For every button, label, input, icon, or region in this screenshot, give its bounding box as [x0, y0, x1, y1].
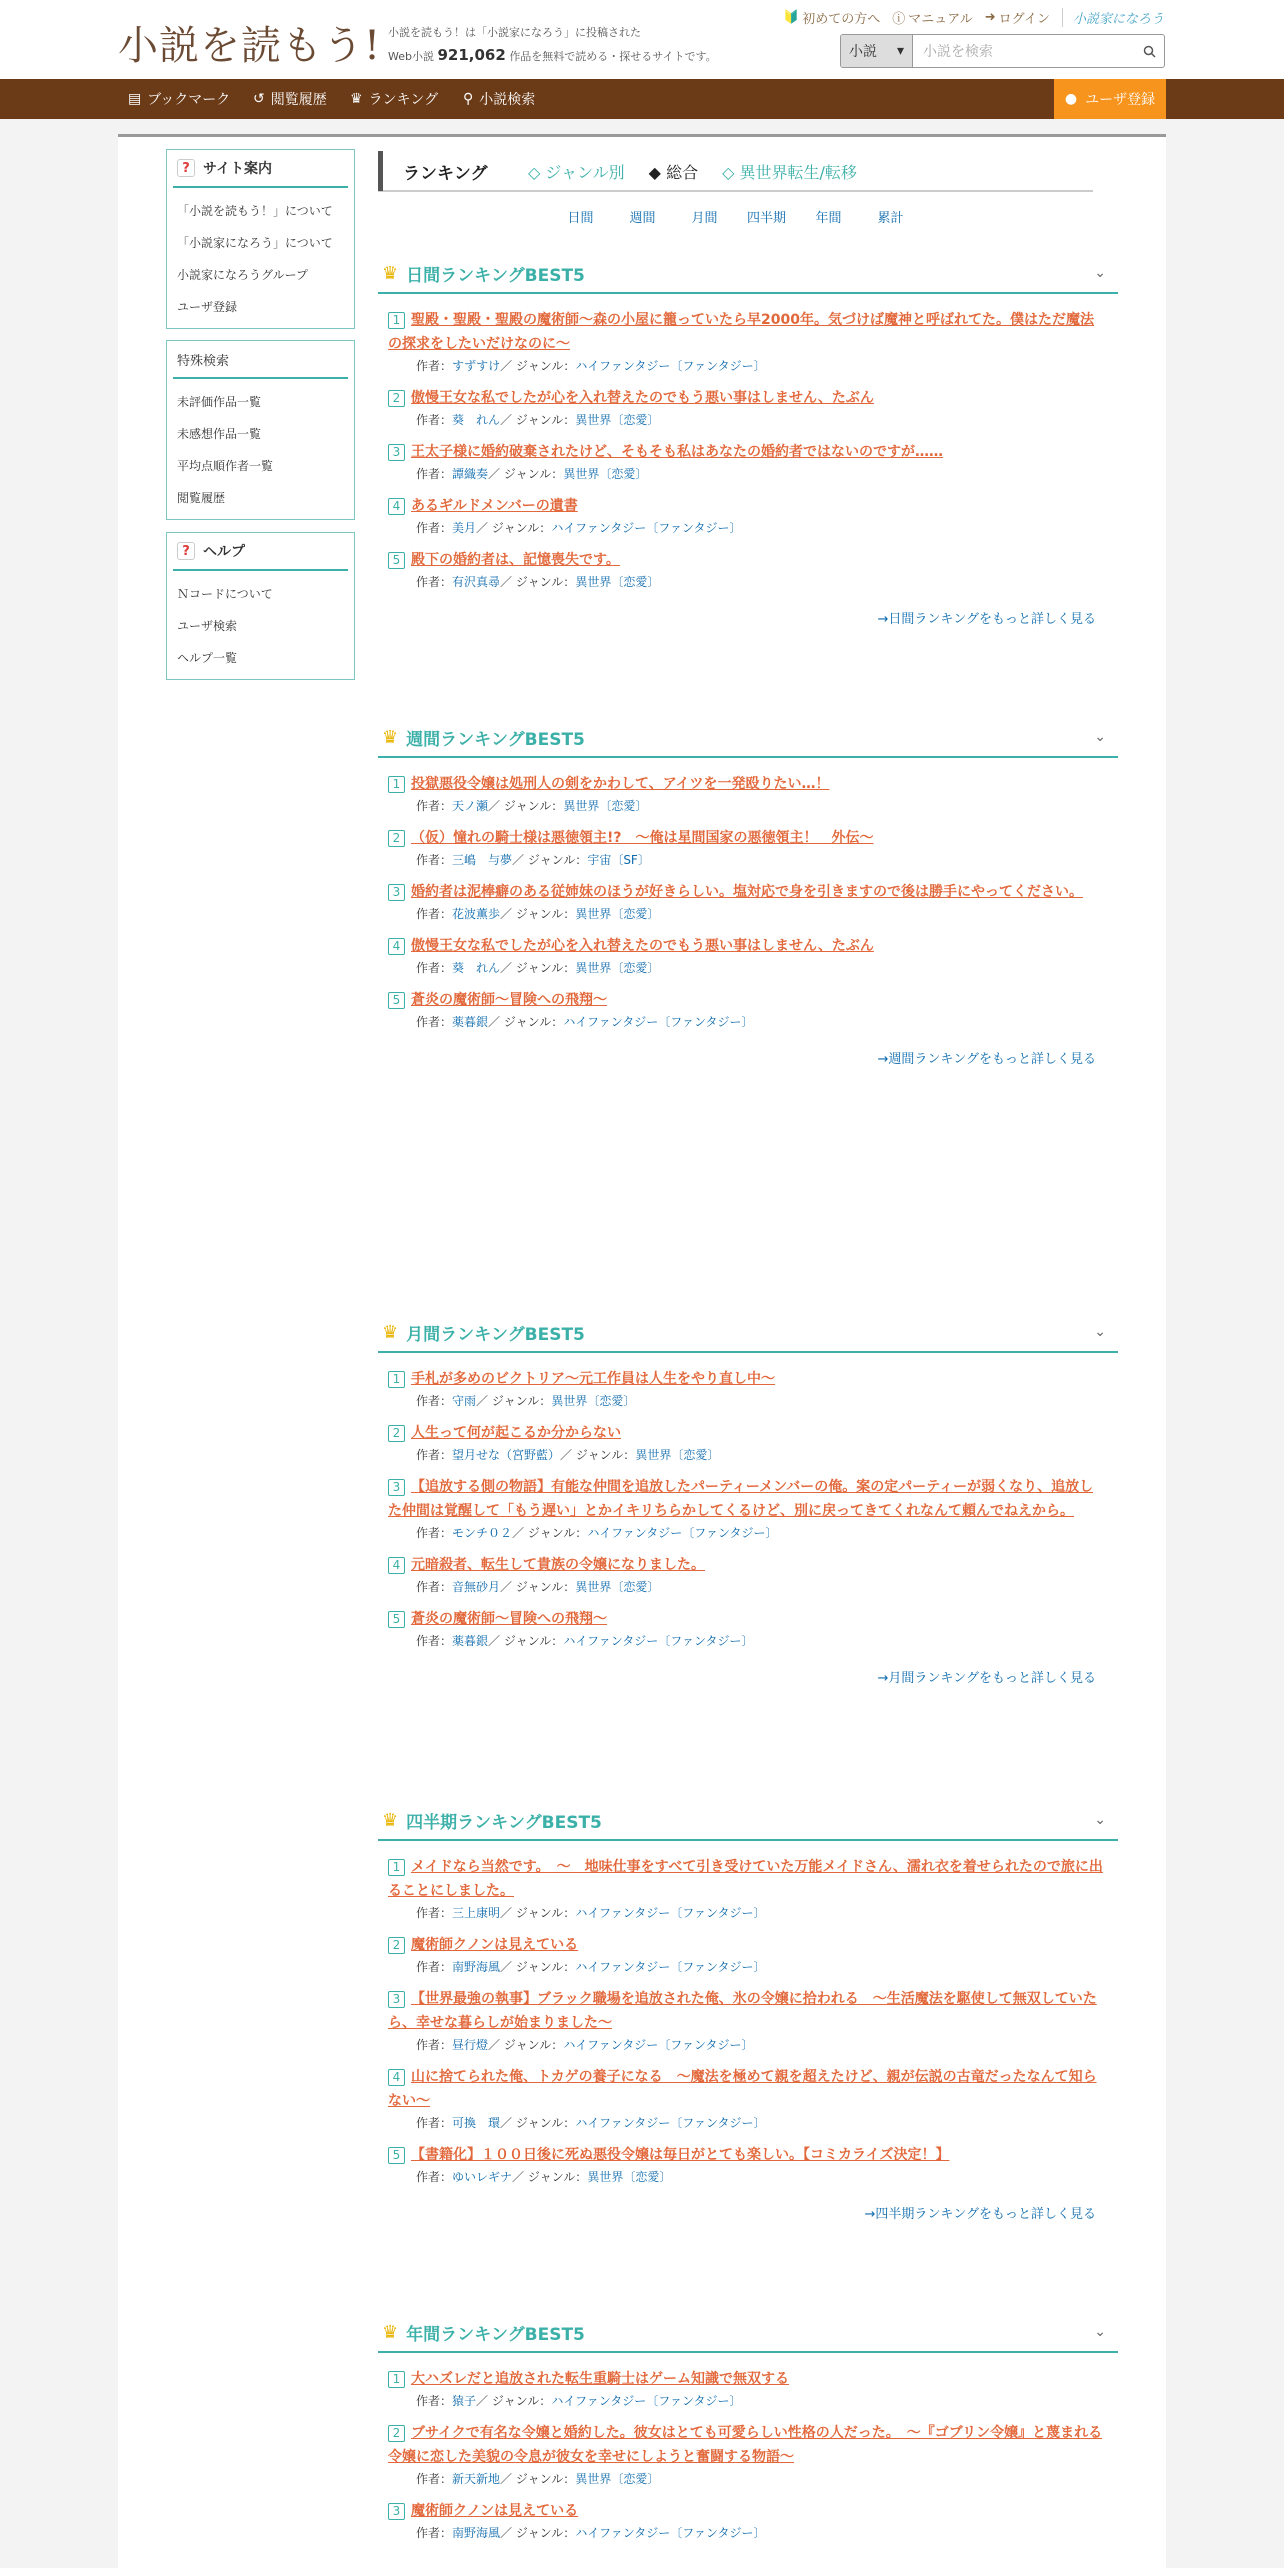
author-link[interactable]: 葵 れん — [452, 413, 501, 427]
ranking-item — [388, 1421, 1106, 1465]
ranking-item — [388, 440, 1106, 484]
ranking-item — [388, 2367, 1106, 2411]
author-link[interactable]: ゆいレギナ — [452, 2170, 513, 2184]
genre-link[interactable]: ハイファンタジー〔ファンタジー〕 — [575, 1906, 766, 1920]
genre-link[interactable]: 異世界〔恋愛〕 — [575, 413, 660, 427]
crown-icon: ♛ — [382, 2321, 399, 2343]
ranking-section-quarterly — [378, 1801, 1118, 2222]
ranking-section-daily — [378, 254, 1118, 627]
novel-title-link[interactable]: 人生って何が起こるか分からない — [411, 1425, 621, 1441]
login-link[interactable]: ➜ ログイン — [984, 10, 1050, 27]
author-label: 作者： — [416, 575, 453, 589]
author-label: 作者： — [416, 907, 453, 921]
author-link[interactable]: 新天新地 — [452, 2472, 501, 2486]
rank-number: 4 — [388, 498, 405, 515]
ranking-item — [388, 1475, 1106, 1543]
rank-number: 1 — [388, 776, 405, 793]
crown-icon: ♛ — [382, 726, 399, 748]
nav-history[interactable]: ↺ 閲覧履歴 — [253, 91, 327, 108]
genre-link[interactable]: 異世界〔恋愛〕 — [575, 961, 660, 975]
genre-link[interactable]: ハイファンタジー〔ファンタジー〕 — [563, 1634, 754, 1648]
rank-number: 2 — [388, 830, 405, 847]
sidebar-item-about-narou[interactable]: 「小説家になろう」について — [177, 235, 333, 250]
genre-label: ／ ジャンル： — [488, 1634, 564, 1648]
rank-number: 3 — [388, 2503, 405, 2520]
author-label: 作者： — [416, 2394, 453, 2408]
period-total[interactable]: 累計 — [877, 211, 904, 226]
site-description-count: Web小説 921,062 作品を無料で読める・探せるサイトです。 — [388, 46, 717, 64]
genre-link[interactable]: ハイファンタジー〔ファンタジー〕 — [575, 2526, 766, 2540]
sidebar-item-user-register[interactable]: ユーザ登録 — [177, 299, 238, 314]
genre-label: ／ ジャンル： — [476, 2394, 552, 2408]
ranking-item — [388, 1367, 1106, 1411]
rank-number: 4 — [388, 938, 405, 955]
genre-link[interactable]: ハイファンタジー〔ファンタジー〕 — [563, 1015, 754, 1029]
ranking-tabs — [378, 152, 1093, 192]
site-logo[interactable]: 小説を読もう! — [118, 23, 382, 69]
tab-overall[interactable]: ◆ 総合 — [648, 162, 699, 182]
genre-label: ／ ジャンル： — [500, 907, 576, 921]
ranking-item — [388, 1855, 1106, 1923]
novel-title-link[interactable]: 投獄悪役令嬢は処刑人の剣をかわして、アイツを一発殴りたい…！ — [411, 776, 830, 792]
sidebar-item-history[interactable]: 閲覧履歴 — [177, 490, 226, 505]
sidebar-item-unrated[interactable]: 未評価作品一覧 — [177, 394, 262, 409]
rank-number: 5 — [388, 2147, 405, 2164]
main-content — [118, 134, 1166, 2568]
novel-title-link[interactable]: 手札が多めのビクトリア〜元工作員は人生をやり直し中〜 — [411, 1371, 775, 1387]
author-link[interactable]: 可換 環 — [452, 2116, 501, 2130]
author-link[interactable]: 昼行燈 — [452, 2038, 489, 2052]
work-count: 921,062 — [437, 46, 506, 64]
author-label: 作者： — [416, 2038, 453, 2052]
rank-number: 2 — [388, 1425, 405, 1442]
author-link[interactable]: 猿子 — [452, 2394, 477, 2408]
section-title: 週間ランキングBEST5 — [406, 729, 585, 750]
genre-link[interactable]: 異世界〔恋愛〕 — [575, 1580, 660, 1594]
author-link[interactable]: 美月 — [452, 521, 477, 535]
author-link[interactable]: 有沢真尋 — [452, 575, 501, 589]
ranking-item — [388, 1607, 1106, 1651]
beginner-link[interactable]: 🔰 初めての方へ — [783, 10, 881, 27]
tab-genre[interactable]: ◇ ジャンル別 — [528, 162, 625, 182]
novel-title-link[interactable]: 大ハズレだと追放された転生重騎士はゲーム知識で無双する — [411, 2371, 789, 2387]
genre-label: ／ ジャンル： — [560, 1448, 636, 1462]
author-link[interactable]: 天ノ瀬 — [452, 799, 489, 813]
genre-label: ／ ジャンル： — [500, 1580, 576, 1594]
author-link[interactable]: 南野海風 — [452, 1960, 501, 1974]
author-label: 作者： — [416, 2170, 453, 2184]
rank-number: 1 — [388, 1371, 405, 1388]
novel-title-link[interactable]: 魔術師クノンは見えている — [411, 1937, 579, 1953]
ranking-item — [388, 772, 1106, 816]
author-link[interactable]: 葵 れん — [452, 961, 501, 975]
genre-link[interactable]: 異世界〔恋愛〕 — [551, 1394, 636, 1408]
section-header[interactable] — [378, 2313, 1118, 2353]
nav-novel-search[interactable]: ⚲ 小説検索 — [463, 91, 536, 108]
novel-title-link[interactable]: 婚約者は泥棒癖のある従姉妹のほうが好きらしい。塩対応で身を引きますので後は勝手にやってください。 — [411, 884, 1083, 900]
genre-link[interactable]: 異世界〔恋愛〕 — [563, 799, 648, 813]
author-link[interactable]: 南野海風 — [452, 2526, 501, 2540]
author-link[interactable]: 三嶋 与夢 — [452, 853, 513, 867]
crown-icon: ♛ — [382, 1321, 399, 1343]
section-title: 日間ランキングBEST5 — [406, 265, 585, 286]
ranking-item — [388, 2499, 1106, 2543]
author-label: 作者： — [416, 1960, 453, 1974]
crown-icon: ♛ — [382, 262, 399, 284]
ranking-item — [388, 880, 1106, 924]
author-label: 作者： — [416, 521, 453, 535]
genre-label: ／ ジャンル： — [500, 413, 576, 427]
novel-title-link[interactable]: 山に捨てられた俺、トカゲの養子になる ～魔法を極めて親を超えたけど、親が伝説の古竜だったなんて知らない～ — [388, 2069, 1097, 2109]
author-link[interactable]: モンチ０２ — [452, 1526, 513, 1540]
rank-number: 2 — [388, 390, 405, 407]
period-yearly[interactable]: 年間 — [815, 211, 842, 226]
novel-title-link[interactable]: 傲慢王女な私でしたが心を入れ替えたのでもう悪い事はしません、たぶん — [411, 390, 874, 406]
section-title: 年間ランキングBEST5 — [406, 2324, 585, 2345]
top-links — [783, 8, 1164, 27]
ranking-item — [388, 934, 1106, 978]
genre-label: ／ ジャンル： — [500, 2472, 576, 2486]
author-label: 作者： — [416, 1448, 453, 1462]
period-monthly[interactable]: 月間 — [691, 211, 718, 226]
genre-link[interactable]: ハイファンタジー〔ファンタジー〕 — [563, 2038, 754, 2052]
genre-label: ／ ジャンル： — [476, 521, 552, 535]
rank-number: 1 — [388, 312, 405, 329]
genre-label: ／ ジャンル： — [488, 467, 564, 481]
sidebar-help-title: ? ヘルプ — [173, 533, 348, 571]
user-register-button[interactable]: ● ユーザ登録 — [1054, 79, 1166, 119]
question-circle-icon: ⓘ — [892, 12, 906, 27]
manual-link[interactable]: ⓘ マニュアル — [892, 8, 973, 27]
author-label: 作者： — [416, 1015, 453, 1029]
rank-number: 5 — [388, 992, 405, 1009]
sidebar-item-user-search[interactable]: ユーザ検索 — [177, 618, 238, 633]
author-link[interactable]: 音無砂月 — [452, 1580, 501, 1594]
sidebar-help — [166, 532, 355, 680]
rank-number: 3 — [388, 884, 405, 901]
genre-label: ／ ジャンル： — [476, 1394, 552, 1408]
author-link[interactable]: 花波薫歩 — [452, 907, 501, 921]
rank-number: 4 — [388, 2069, 405, 2086]
search-input[interactable]: 小説を検索 — [923, 44, 993, 60]
chevron-down-icon[interactable]: ⌄ — [1094, 1324, 1106, 1340]
author-label: 作者： — [416, 1526, 453, 1540]
ranking-item — [388, 494, 1106, 538]
novel-title-link[interactable]: 蒼炎の魔術師～冒険への飛翔～ — [411, 1611, 607, 1627]
ranking-item — [388, 2143, 1106, 2187]
novel-title-link[interactable]: 王太子様に婚約破棄されたけど、そもそも私はあなたの婚約者ではないのですが…… — [411, 444, 943, 460]
novel-title-link[interactable]: （仮）憧れの騎士様は悪徳領主!? ～俺は星間国家の悪徳領主！ 外伝～ — [411, 830, 874, 846]
author-label: 作者： — [416, 1906, 453, 1920]
tab-isekai[interactable]: ◇ 異世界転生/転移 — [722, 162, 857, 182]
section-title: 四半期ランキングBEST5 — [406, 1812, 602, 1833]
chevron-down-icon: ▾ — [896, 43, 904, 59]
genre-label: ／ ジャンル： — [512, 853, 588, 867]
genre-link[interactable]: ハイファンタジー〔ファンタジー〕 — [575, 1960, 766, 1974]
ranking-item — [388, 548, 1106, 592]
author-label: 作者： — [416, 1634, 453, 1648]
genre-label: ／ ジャンル： — [500, 1906, 576, 1920]
more-ranking-link[interactable]: →月間ランキングをもっと詳しく見る — [877, 1671, 1096, 1686]
bookmark-icon: ▤ — [128, 91, 142, 107]
rank-number: 5 — [388, 552, 405, 569]
rank-number: 2 — [388, 2425, 405, 2442]
genre-link[interactable]: 宇宙〔SF〕 — [587, 853, 650, 867]
author-link[interactable]: 守雨 — [452, 1394, 477, 1408]
history-icon: ↺ — [253, 91, 265, 107]
site-description: 小説を読もう！は「小説家になろう」に投稿された — [388, 26, 641, 39]
novel-title-link[interactable]: 魔術師クノンは見えている — [411, 2503, 579, 2519]
rank-number: 5 — [388, 1611, 405, 1628]
more-ranking-link[interactable]: →週間ランキングをもっと詳しく見る — [877, 1052, 1096, 1067]
author-label: 作者： — [416, 2526, 453, 2540]
author-label: 作者： — [416, 799, 453, 813]
rank-number: 3 — [388, 1479, 405, 1496]
ranking-heading: ランキング — [378, 151, 528, 191]
author-link[interactable]: 譚織奏 — [452, 467, 489, 481]
author-label: 作者： — [416, 853, 453, 867]
genre-link[interactable]: ハイファンタジー〔ファンタジー〕 — [551, 521, 742, 535]
genre-label: ／ ジャンル： — [500, 359, 576, 373]
novel-title-link[interactable]: あるギルドメンバーの遺書 — [411, 498, 578, 514]
author-label: 作者： — [416, 1580, 453, 1594]
section-header[interactable] — [378, 718, 1118, 758]
sidebar-item-avg-authors[interactable]: 平均点順作者一覧 — [177, 458, 274, 473]
author-label: 作者： — [416, 1394, 453, 1408]
ranking-section-weekly — [378, 718, 1118, 1067]
help-icon: ? — [177, 542, 195, 560]
sidebar-special-search — [166, 340, 355, 520]
genre-label: ／ ジャンル： — [488, 2038, 564, 2052]
genre-label: ／ ジャンル： — [488, 1015, 564, 1029]
ranking-item — [388, 988, 1106, 1032]
chevron-down-icon[interactable]: ⌄ — [1094, 1812, 1106, 1828]
rank-number: 2 — [388, 1937, 405, 1954]
ranking-item — [388, 1933, 1106, 1977]
period-daily[interactable]: 日間 — [567, 211, 594, 226]
genre-label: ／ ジャンル： — [488, 799, 564, 813]
ranking-item — [388, 2421, 1106, 2489]
search-icon: ⚲ — [463, 91, 474, 107]
user-icon: ● — [1064, 91, 1078, 107]
genre-label: ／ ジャンル： — [500, 2526, 576, 2540]
novel-title-link[interactable]: 元暗殺者、転生して貴族の令嬢になりました。 — [411, 1557, 705, 1573]
global-nav — [0, 79, 1284, 119]
sidebar-item-about-yomou[interactable]: 「小説を読もう！」について — [177, 203, 333, 218]
rank-number: 3 — [388, 444, 405, 461]
sidebar-item-help-list[interactable]: ヘルプ一覧 — [177, 650, 238, 665]
author-label: 作者： — [416, 2472, 453, 2486]
sidebar-special-search-title: 特殊検索 — [173, 341, 348, 379]
beginner-icon: 🔰 — [783, 10, 800, 25]
genre-label: ／ ジャンル： — [500, 2116, 576, 2130]
section-header[interactable] — [378, 254, 1118, 294]
author-link[interactable]: 薬暮銀 — [452, 1634, 489, 1648]
more-ranking-link[interactable]: →日間ランキングをもっと詳しく見る — [877, 612, 1096, 627]
novel-title-link[interactable]: 【書籍化】１００日後に死ぬ悪役令嬢は毎日がとても楽しい。【コミカライズ決定！】 — [411, 2147, 950, 2163]
ranking-item — [388, 386, 1106, 430]
genre-link[interactable]: 異世界〔恋愛〕 — [575, 575, 660, 589]
author-link[interactable]: 薬暮銀 — [452, 1015, 489, 1029]
narou-logo-link[interactable]: 小説家になろう — [1062, 8, 1164, 27]
genre-label: ／ ジャンル： — [500, 1960, 576, 1974]
search-icon — [1143, 45, 1156, 58]
ranking-item — [388, 826, 1106, 870]
login-icon: ➜ — [984, 10, 996, 25]
search-button[interactable] — [1134, 35, 1164, 67]
rank-number: 1 — [388, 2371, 405, 2388]
genre-link[interactable]: ハイファンタジー〔ファンタジー〕 — [551, 2394, 742, 2408]
novel-title-link[interactable]: 聖殿・聖殿・聖殿の魔術師～森の小屋に籠っていたら早2000年。気づけば魔神と呼ばれてた。僕はただ魔法の探求をしたいだけなのに～ — [388, 312, 1094, 352]
genre-link[interactable]: 異世界〔恋愛〕 — [575, 907, 660, 921]
site-header — [0, 0, 1284, 79]
novel-title-link[interactable]: 傲慢王女な私でしたが心を入れ替えたのでもう悪い事はしません、たぶん — [411, 938, 874, 954]
author-label: 作者： — [416, 2116, 453, 2130]
novel-title-link[interactable]: 【世界最強の執事】ブラック職場を追放された俺、氷の令嬢に拾われる ～生活魔法を駆使して無双していたら、幸せな暮らしが始まりました～ — [388, 1991, 1097, 2031]
period-weekly[interactable]: 週間 — [629, 211, 656, 226]
ranking-item — [388, 1987, 1106, 2055]
genre-link[interactable]: ハイファンタジー〔ファンタジー〕 — [575, 359, 766, 373]
sidebar-site-info-title: ? サイト案内 — [173, 150, 348, 188]
ranking-item — [388, 2065, 1106, 2133]
genre-label: ／ ジャンル： — [500, 575, 576, 589]
ranking-item — [388, 1553, 1106, 1597]
section-header[interactable] — [378, 1313, 1118, 1353]
crown-icon: ♛ — [382, 1809, 399, 1831]
help-icon: ? — [177, 159, 195, 177]
ranking-item — [388, 308, 1106, 376]
more-ranking-link[interactable]: →四半期ランキングをもっと詳しく見る — [864, 2207, 1096, 2222]
novel-title-link[interactable]: メイドなら当然です。 ～ 地味仕事をすべて引き受けていた万能メイドさん、濡れ衣を着せられたので旅に出ることにしました。 — [388, 1859, 1103, 1899]
chevron-down-icon[interactable]: ⌄ — [1094, 729, 1106, 745]
nav-bookmark[interactable]: ▤ ブックマーク — [128, 91, 231, 108]
crown-icon: ♛ — [350, 91, 363, 107]
genre-label: ／ ジャンル： — [512, 1526, 588, 1540]
rank-number: 4 — [388, 1557, 405, 1574]
sidebar-item-no-review[interactable]: 未感想作品一覧 — [177, 426, 262, 441]
genre-link[interactable]: 異世界〔恋愛〕 — [587, 2170, 672, 2184]
sidebar-item-ncode[interactable]: Ｎコードについて — [177, 586, 273, 601]
author-label: 作者： — [416, 413, 453, 427]
nav-ranking[interactable]: ♛ ランキング — [350, 91, 439, 108]
genre-link[interactable]: 異世界〔恋愛〕 — [563, 467, 648, 481]
period-quarterly[interactable]: 四半期 — [746, 211, 786, 226]
novel-title-link[interactable]: 【追放する側の物語】有能な仲間を追放したパーティーメンバーの俺。案の定パーティーが弱くなり、追放した仲間は覚醒して「もう遅い」とかイキリちらかしてくるけど、別に戻ってきてくれなんて頼んでねえから。 — [388, 1479, 1094, 1519]
search-type-select[interactable]: 小説 ▾ — [841, 35, 913, 67]
author-link[interactable]: すずすけ — [452, 359, 501, 373]
genre-label: ／ ジャンル： — [512, 2170, 588, 2184]
genre-link[interactable]: 異世界〔恋愛〕 — [635, 1448, 720, 1462]
author-link[interactable]: 望月せな（宮野藍） — [452, 1448, 561, 1462]
author-label: 作者： — [416, 961, 453, 975]
ranking-section-monthly — [378, 1313, 1118, 1686]
sidebar-item-narou-group[interactable]: 小説家になろうグループ — [177, 267, 309, 282]
author-label: 作者： — [416, 359, 453, 373]
ranking-section-yearly — [378, 2313, 1118, 2553]
novel-title-link[interactable]: 殿下の婚約者は、記憶喪失です。 — [411, 552, 620, 568]
genre-link[interactable]: ハイファンタジー〔ファンタジー〕 — [575, 2116, 766, 2130]
rank-number: 1 — [388, 1859, 405, 1876]
novel-title-link[interactable]: 蒼炎の魔術師～冒険への飛翔～ — [411, 992, 607, 1008]
period-links — [378, 207, 1093, 231]
genre-label: ／ ジャンル： — [500, 961, 576, 975]
genre-link[interactable]: 異世界〔恋愛〕 — [575, 2472, 660, 2486]
author-label: 作者： — [416, 467, 453, 481]
rank-number: 3 — [388, 1991, 405, 2008]
chevron-down-icon[interactable]: ⌄ — [1094, 2324, 1106, 2340]
genre-link[interactable]: ハイファンタジー〔ファンタジー〕 — [587, 1526, 778, 1540]
novel-title-link[interactable]: ブサイクで有名な令嬢と婚約した。彼女はとても可愛らしい性格の人だった。 ～『ゴブリン令嬢』と蔑まれる令嬢に恋した美貌の令息が彼女を幸せにしようと奮闘する物語～ — [388, 2425, 1103, 2465]
section-header[interactable] — [378, 1801, 1118, 1841]
search-form — [840, 34, 1165, 68]
section-title: 月間ランキングBEST5 — [406, 1324, 585, 1345]
sidebar-site-info — [166, 149, 355, 329]
author-link[interactable]: 三上康明 — [452, 1906, 501, 1920]
chevron-down-icon[interactable]: ⌄ — [1094, 265, 1106, 281]
